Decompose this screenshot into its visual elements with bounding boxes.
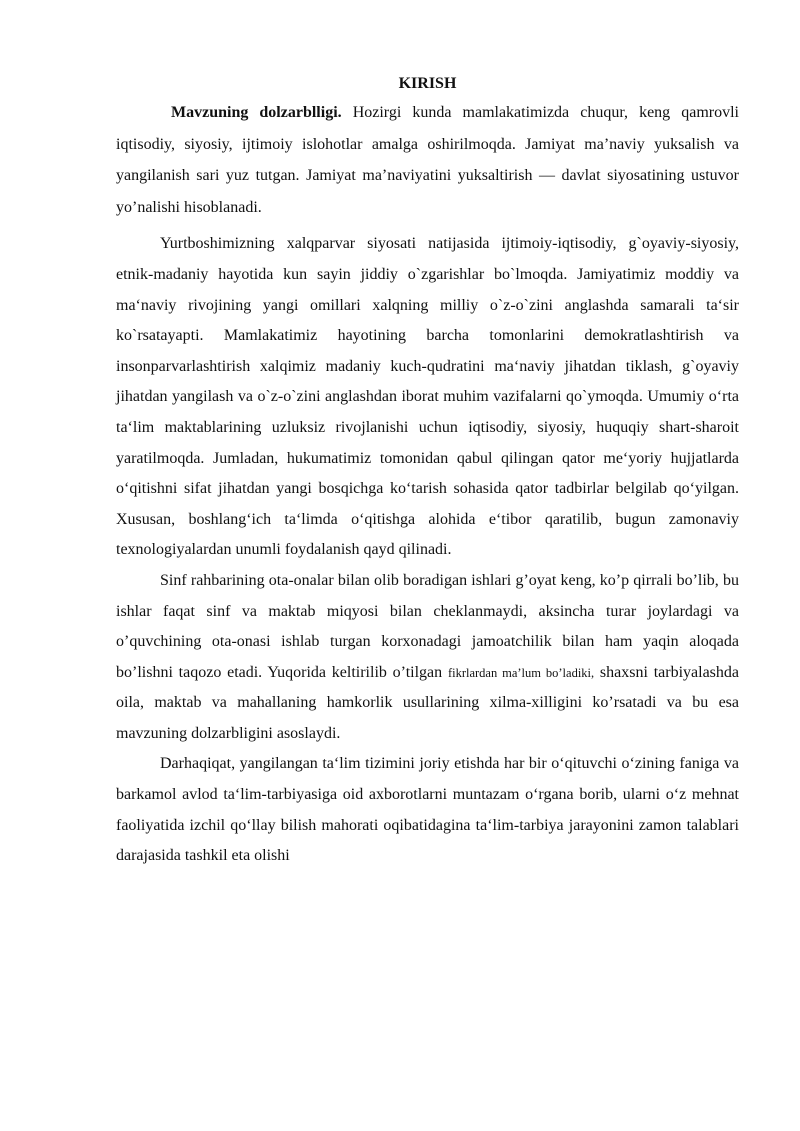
paragraph-3-part-2: shaxsni tarbiyalashda oila, maktab va mahallaning hamkorlik usullarining xilma-xilligini ko’rsatadi va bu esa mavzuning dolzarbligini asoslaydi.: [116, 663, 740, 742]
paragraph-4: Darhaqiqat, yangilangan ta‘lim tizimini joriy etishda har bir o‘qituvchi o‘zining faniga va barkamol avlod ta‘lim-tarbiyasiga oid axborotlarni muntazam o‘rgana borib, ularni o‘z mehnat faoliyatida izchil qo‘llay bilish mahorati oqibatidagina ta‘lim-tarbiya jarayonini zamon talablari darajasida tashkil eta olishi: [116, 755, 739, 865]
intro-text: Hozirgi kunda mamlakatimizda chuqur, keng qamrovli iqtisodiy, siyosiy, ijtimoiy islohotlar amalga oshirilmoqda. Jamiyat ma’naviy yuksalish va yangilanish sari yuz tutgan. Jamiyat ma’naviyatini yuksaltirish — davlat siyosatining ustuvor yo’nalishi hisoblanadi.: [116, 104, 739, 216]
page-title: KIRISH: [398, 75, 457, 92]
document-page: [116, 73, 739, 872]
intro-paragraph: [116, 97, 739, 223]
paragraph-3: [116, 566, 739, 750]
paragraph-2: Yurtboshimizning xalqparvar siyosati natijasida ijtimoiy-iqtisodiy, g`oyaviy-siyosiy, etnik-madaniy hayotida kun sayin jiddiy o`zgarishlar bo`lmoqda. Jamiyatimiz moddiy va ma‘naviy rivojining yangi omillari xalqning milliy o`z-o`zini anglashda samarali ta‘sir ko`rsatayapti. Mamlakatimiz hayotining barcha tomonlarini demokratlashtirish va insonparvarlashtirish xalqimiz madaniy kuch-qudratini ma‘naviy jihatdan tiklash, g`oyaviy jihatdan yangilash va o`z-o`zini anglashdan iborat muhim vazifalarni qo`ymoqda. Umumiy o‘rta ta‘lim maktablarining uzluksiz rivojlanishi uchun iqtisodiy, siyosiy, huquqiy shart-sharoit yaratilmoqda. Jumladan, hukumatimiz tomonidan qabul qilingan qator me‘yoriy hujjatlarda o‘qitishni sifat jihatdan yangi bosqichga ko‘tarish sohasida qator tadbirlar belgilab qo‘yilgan. Xususan, boshlang‘ich ta‘limda o‘qitishga alohida e‘tibor qaratilib, bugun zamonaviy texnologiyalardan unumli foydalanish qayd qilinadi.: [116, 235, 739, 559]
paragraph-3-part-1: Sinf rahbarining ota-onalar bilan olib boradigan ishlari g’oyat keng, ko’p qirrali bo’lib, bu ishlar faqat sinf va maktab miqyosi bilan cheklanmaydi, aksincha turar joylardagi va o’quvchining ota-onasi ishlab turgan korxonadagi jamoatchilik bilan ham yaqin aloqada bo’lishni taqozo etadi. Yuqorida keltirilib o’tilgan: [116, 571, 739, 681]
intro-lead: Mavzuning dolzarblligi.: [171, 104, 342, 121]
paragraph-3-small-text: fikrlardan ma’lum bo’ladiki,: [447, 665, 595, 680]
